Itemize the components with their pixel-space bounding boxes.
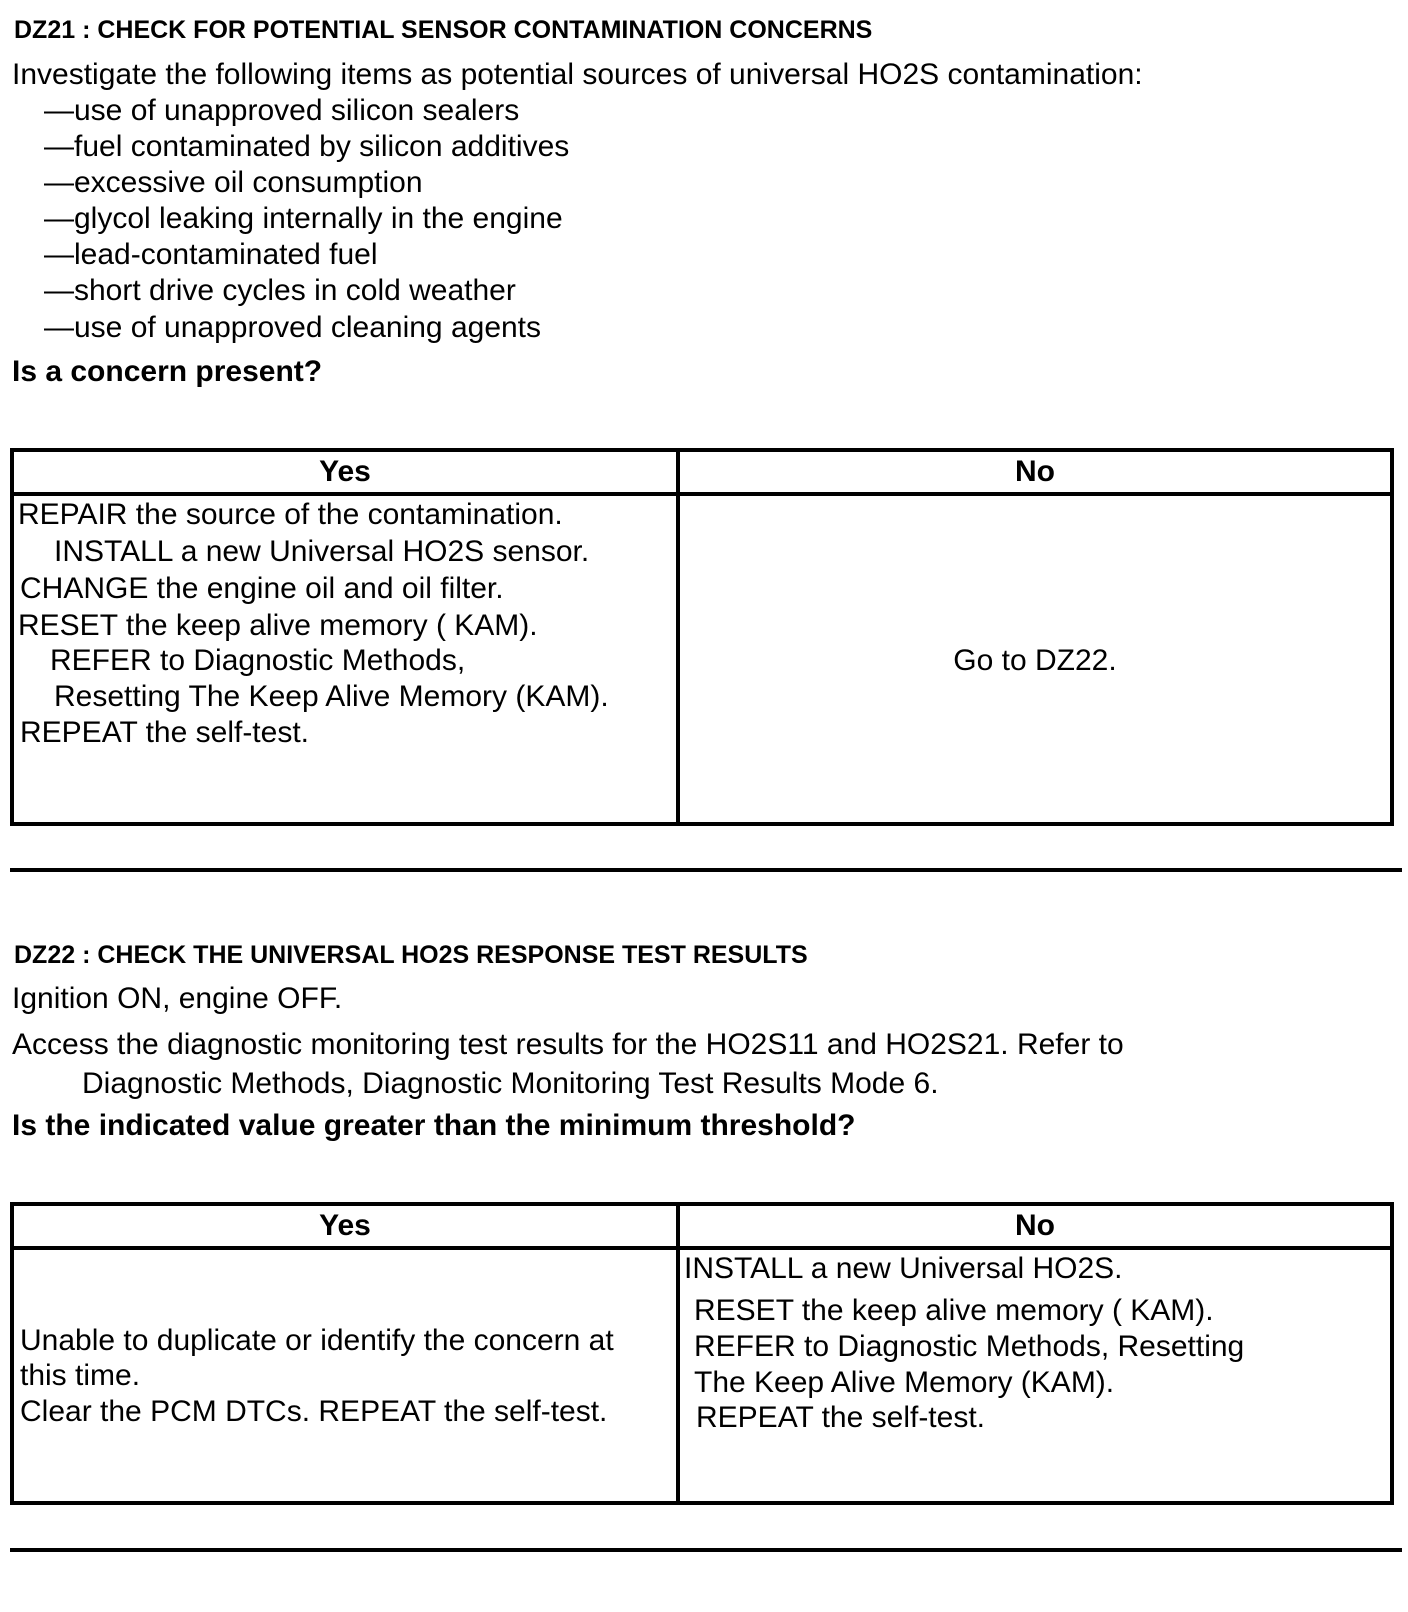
section-divider [10,1548,1402,1552]
dz21-item: —glycol leaking internally in the engine [44,202,563,235]
dz21-item: —lead-contaminated fuel [44,238,378,271]
dz21-yes-line: INSTALL a new Universal HO2S sensor. [54,535,590,568]
dz22-question: Is the indicated value greater than the minimum threshold? [12,1109,856,1142]
dz21-no-text: Go to DZ22. [953,644,1117,677]
dz22-no-line: INSTALL a new Universal HO2S. [684,1252,1123,1285]
dz22-yes-header: Yes [319,1209,371,1242]
dz22-line1: Ignition ON, engine OFF. [12,982,343,1015]
dz22-no-line: The Keep Alive Memory (KAM). [694,1366,1115,1399]
dz22-no-line: REPEAT the self-test. [696,1401,985,1434]
dz22-decision-table [10,1202,1394,1505]
dz21-yes-line: REPEAT the self-test. [20,716,309,749]
dz22-no-header: No [1015,1209,1055,1242]
dz21-item: —excessive oil consumption [44,166,423,199]
dz21-item: —fuel contaminated by silicon additives [44,130,570,163]
dz22-line3: Diagnostic Methods, Diagnostic Monitoring Test Results Mode 6. [82,1067,939,1100]
dz21-yes-line: Resetting The Keep Alive Memory (KAM). [54,680,609,713]
dz21-decision-table [10,448,1394,826]
dz22-heading: DZ22 : CHECK THE UNIVERSAL HO2S RESPONSE TEST RESULTS [14,941,808,969]
dz21-table-divider [676,452,680,822]
dz21-yes-header: Yes [319,455,371,488]
dz21-item: —use of unapproved cleaning agents [44,311,542,344]
dz21-item: —short drive cycles in cold weather [44,274,516,307]
dz21-yes-line: RESET the keep alive memory ( KAM). [18,609,538,642]
dz22-no-line: REFER to Diagnostic Methods, Resetting [694,1330,1245,1363]
dz21-yes-line: CHANGE the engine oil and oil filter. [20,572,504,605]
dz22-yes-line: Clear the PCM DTCs. REPEAT the self-test. [20,1395,608,1428]
dz21-item: —use of unapproved silicon sealers [44,94,520,127]
dz21-no-header: No [1015,455,1055,488]
dz21-intro: Investigate the following items as potential sources of universal HO2S contamination: [12,58,1143,91]
dz22-table-divider [676,1206,680,1501]
dz22-yes-line: Unable to duplicate or identify the concern at [20,1324,614,1357]
dz21-yes-line: REFER to Diagnostic Methods, [50,644,466,677]
dz21-heading: DZ21 : CHECK FOR POTENTIAL SENSOR CONTAMINATION CONCERNS [14,16,873,44]
section-divider [10,868,1402,872]
dz21-question: Is a concern present? [12,355,323,388]
dz22-line2: Access the diagnostic monitoring test results for the HO2S11 and HO2S21. Refer to [12,1028,1124,1061]
dz22-yes-line: this time. [20,1359,141,1392]
dz21-yes-line: REPAIR the source of the contamination. [18,498,563,531]
dz22-no-line: RESET the keep alive memory ( KAM). [694,1294,1214,1327]
